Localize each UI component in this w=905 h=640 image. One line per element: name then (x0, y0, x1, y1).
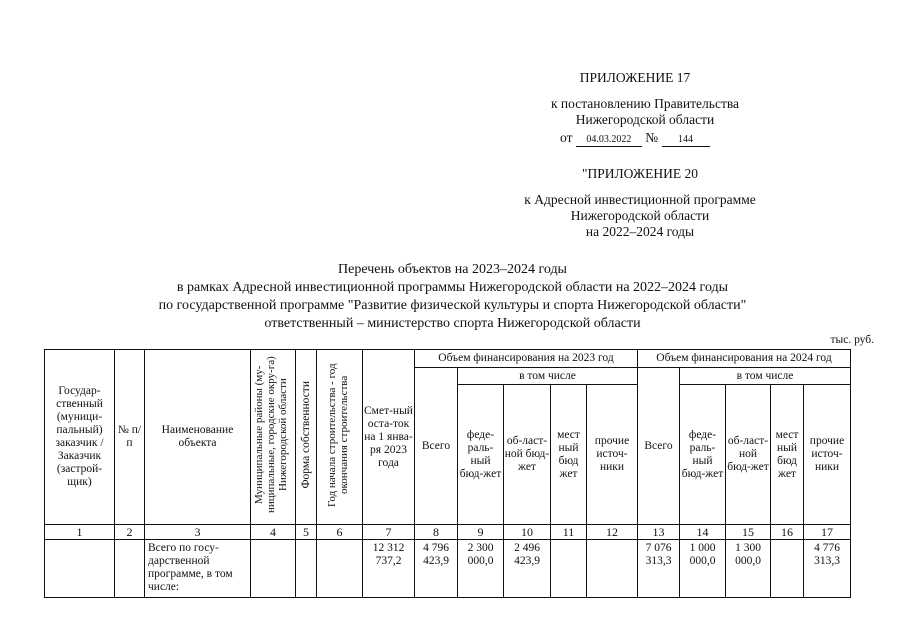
col-number: 6 (317, 525, 363, 540)
col-2023-other: прочие источ-ники (587, 385, 638, 525)
cell-ownership (296, 540, 317, 598)
appendix20-line1: к Адресной инвестиционной программе (524, 192, 756, 207)
heading-line1: Перечень объектов на 2023–2024 годы (338, 262, 567, 277)
cell-2024-total: 7 076 313,3 (638, 540, 680, 598)
objects-table (44, 349, 851, 598)
col-number: 5 (296, 525, 317, 540)
col-number: 4 (251, 525, 296, 540)
cell-district (251, 540, 296, 598)
cell-2024-other: 4 776 313,3 (804, 540, 851, 598)
col-number: 14 (680, 525, 726, 540)
incl-2023: в том числе (458, 368, 638, 385)
col-2024-regional: об-ласт-ной бюд-жет (726, 385, 771, 525)
appendix-title: ПРИЛОЖЕНИЕ 17 (579, 70, 691, 85)
col-estimate: Смет-ный оста-ток на 1 янва-ря 2023 года (363, 350, 415, 525)
appendix-date-line (560, 130, 760, 147)
heading-line3: по государственной программе "Развитие физической культуры и спорта Нижегородской области" (158, 298, 747, 313)
number-sign: № (645, 130, 659, 145)
col-number: 3 (145, 525, 251, 540)
cell-2023-other (587, 540, 638, 598)
group-2024: Объем финансирования на 2024 год (638, 350, 851, 368)
col-years: Год начала строительства - год окончания строительства (317, 350, 363, 525)
cell-2023-local (551, 540, 587, 598)
cell-2024-local (771, 540, 804, 598)
cell-2023-total: 4 796 423,9 (415, 540, 458, 598)
appendix-line1: к постановлению Правительства (550, 96, 740, 111)
col-name: Наименование объекта (145, 350, 251, 525)
col-number: 16 (771, 525, 804, 540)
table-row-total (45, 540, 851, 598)
col-2024-local: мест ный бюд жет (771, 385, 804, 525)
col-number: 13 (638, 525, 680, 540)
col-2024-federal: феде-раль-ный бюд-жет (680, 385, 726, 525)
col-number: 10 (504, 525, 551, 540)
col-number: 7 (363, 525, 415, 540)
appendix20-line2: Нижегородской области (570, 208, 710, 223)
heading-line4: ответственный – министерство спорта Нижегородской области (264, 316, 641, 331)
cell-2023-federal: 2 300 000,0 (458, 540, 504, 598)
cell-estimate: 12 312 737,2 (363, 540, 415, 598)
col-number: 1 (45, 525, 115, 540)
cell-customer (45, 540, 115, 598)
col-number: 11 (551, 525, 587, 540)
col-2023-regional: об-ласт-ной бюд-жет (504, 385, 551, 525)
col-ownership: Форма собственности (296, 350, 317, 525)
unit-label: тыс. руб. (830, 334, 874, 346)
cell-2024-federal: 1 000 000,0 (680, 540, 726, 598)
col-district: Муниципальные районы (му-ниципальные, городские окру-га) Нижегородской области (251, 350, 296, 525)
incl-2024: в том числе (680, 368, 851, 385)
col-2024-other: прочие источ-ники (804, 385, 851, 525)
col-2023-federal: феде-раль-ный бюд-жет (458, 385, 504, 525)
col-number: 8 (415, 525, 458, 540)
cell-name: Всего по госу-дарственной программе, в том числе: (145, 540, 251, 598)
cell-2024-regional: 1 300 000,0 (726, 540, 771, 598)
col-2023-total: Всего (415, 368, 458, 525)
col-num: № п/п (115, 350, 145, 525)
col-number: 12 (587, 525, 638, 540)
number-value: 144 (662, 134, 710, 147)
heading-line2: в рамках Адресной инвестиционной программы Нижегородской области на 2022–2024 годы (176, 280, 729, 295)
col-number: 2 (115, 525, 145, 540)
col-number: 15 (726, 525, 771, 540)
col-customer: Государ-ственный (муници-пальный) заказчик / Заказчик (застрой-щик) (45, 350, 115, 525)
col-2024-total: Всего (638, 368, 680, 525)
col-number: 9 (458, 525, 504, 540)
appendix20-title: "ПРИЛОЖЕНИЕ 20 (581, 166, 699, 181)
appendix-line2: Нижегородской области (575, 112, 715, 127)
cell-years (317, 540, 363, 598)
date-value: 04.03.2022 (576, 134, 642, 147)
col-number: 17 (804, 525, 851, 540)
group-2023: Объем финансирования на 2023 год (415, 350, 638, 368)
col-2023-local: мест ный бюд жет (551, 385, 587, 525)
date-prefix: от (560, 130, 573, 145)
cell-num (115, 540, 145, 598)
appendix20-line3: на 2022–2024 годы (585, 224, 695, 239)
cell-2023-regional: 2 496 423,9 (504, 540, 551, 598)
